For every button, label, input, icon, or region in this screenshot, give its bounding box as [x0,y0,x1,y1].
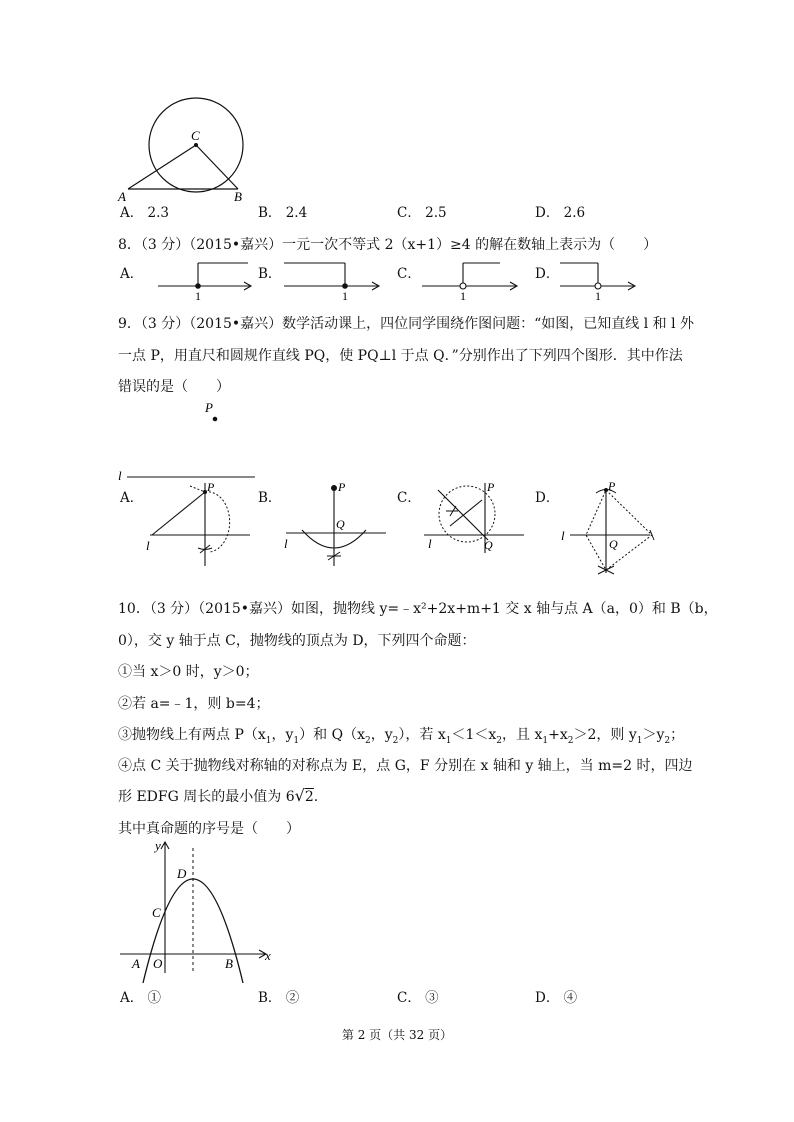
label-p: P [207,480,215,494]
tick-label: 1 [195,289,201,303]
label-c: C [152,905,161,920]
option-text: ④ [563,990,578,1006]
label-l: l [146,538,150,553]
q9-letter-b[interactable]: B． [258,490,282,506]
q10-parabola-figure [115,838,285,978]
fig-label-l: l [118,468,122,483]
label-l: l [561,528,565,543]
q9-line1: 9．（3 分）（2015•嘉兴）数学活动课上，四位同学围绕作图问题：“如图，已知直线 l 和 l 外 [118,316,695,332]
q9-letter-c[interactable]: C． [397,490,421,506]
label-b: B [225,956,233,971]
q9-given-figure [115,400,265,483]
segment [152,492,205,535]
label-l: l [428,536,432,551]
q8-letter-b[interactable]: B． [258,266,282,282]
q8-letter-c[interactable]: C． [397,266,421,282]
q9-figure-b [280,478,400,573]
q8-letter-a[interactable]: A． [120,266,144,282]
q10-line2: 0），交 y 轴于点 C，抛物线的顶点为 D，下列四个命题： [118,633,476,649]
q9-figure-d [560,478,680,578]
tick-label: 1 [595,289,601,303]
label-q: Q [609,537,618,551]
option-letter: C． [397,205,421,221]
dotted-circle [439,486,495,542]
label-x: x [265,948,271,963]
q9-line3: 错误的是（ ） [118,379,230,395]
q8-numberline-b [282,256,392,301]
label-p: P [338,480,346,494]
segment-bc [196,145,238,189]
q7-circle-figure [110,90,270,205]
fig-label-p: P [205,400,213,415]
q7-option-a[interactable] [120,201,169,221]
center-point [194,143,198,147]
q10-option-a[interactable] [120,986,161,1006]
option-letter: A． [120,990,144,1006]
option-letter: D． [535,990,560,1006]
option-text: ③ [425,990,439,1006]
q10-prop3: ③抛物线上有两点 $P(x_1$，$y_1$）和 $Q(x_2$，$y_2$），若 $x_1<1<x_2$，且 $x_1+x_2>2$，则 $y_1>y_2$； [118,727,685,746]
q10-line1: 10．（3 分）（2015•嘉兴）如图，抛物线 y=﹣x²+2x+m+1 交 x 轴与点 A（a，0）和 B（b， [118,601,718,617]
label-l: l [284,536,288,551]
label-b: B [234,189,242,204]
q7-option-d[interactable] [535,201,585,221]
option-text: 2.3 [147,205,170,221]
dotted-arc [205,492,230,552]
q10-option-b[interactable] [258,986,299,1006]
q8-numberline-d [558,256,668,301]
option-letter: C． [397,990,421,1006]
option-letter: B． [258,990,282,1006]
q9-figure-a [140,478,260,573]
point-p [331,485,337,491]
q9-line2: 一点 P，用直尺和圆规作直线 PQ，使 PQ⊥l 于点 Q．”分别作出了下列四个图形．其中作法 [118,348,683,364]
page-footer: 第 2 页（共 32 页） [341,1028,453,1042]
option-letter: B． [258,205,282,221]
option-text: 2.6 [563,205,586,221]
dotted-kite [586,490,652,570]
q10-question: 其中真命题的序号是（ ） [118,821,300,837]
solid-point [342,283,348,289]
q10-option-c[interactable] [397,986,439,1006]
q7-option-b[interactable] [258,201,307,221]
label-a: A [118,189,126,204]
option-text: ② [285,990,300,1006]
label-p: P [608,479,616,493]
q8-numberline-a [150,256,260,301]
label-y: y [155,838,161,853]
label-c: C [191,128,200,143]
option-letter: A． [120,205,144,221]
point-p [213,417,218,422]
tick-label: 1 [342,289,348,303]
q10-prop4-line2: 形 EDFG 周长的最小值为 6√2. [118,786,319,805]
option-text: 2.5 [425,205,447,221]
arc-mark-right [650,530,654,540]
q9-letter-d[interactable]: D． [535,490,560,506]
sqrt-sign: √ [294,786,305,805]
label-p: P [487,480,495,494]
q9-figure-c [420,478,540,573]
solid-point [195,283,201,289]
q10-prop2: ②若 a=﹣1，则 b=4； [118,696,270,712]
label-q: Q [336,517,345,531]
q10-option-d[interactable] [535,986,577,1006]
segment-ac [128,145,196,189]
q8-numberline-c [420,256,530,301]
q7-option-c[interactable] [397,201,447,221]
tick-label: 1 [460,289,466,303]
option-text: 2.4 [285,205,308,221]
label-d: D [177,866,187,881]
label-a: A [132,956,140,971]
option-text: ① [147,990,162,1006]
q9-letter-a[interactable]: A． [120,490,144,506]
q8-stem: 8．（3 分）（2015•嘉兴）一元一次不等式 2（x+1）≥4 的解在数轴上表示为（ ） [118,237,658,253]
q10-prop1: ①当 x＞0 时，y＞0； [118,664,259,680]
q8-letter-d[interactable]: D． [535,266,560,282]
label-o: O [153,956,163,971]
diagonal-2 [450,500,482,526]
option-letter: D． [535,205,560,221]
dotted-segment [190,486,205,492]
label-q: Q [484,538,493,552]
q10-prop4-line1: ④点 C 关于抛物线对称轴的对称点为 E，点 G，F 分别在 x 轴和 y 轴上，当 m=2 时，四边 [118,758,693,774]
